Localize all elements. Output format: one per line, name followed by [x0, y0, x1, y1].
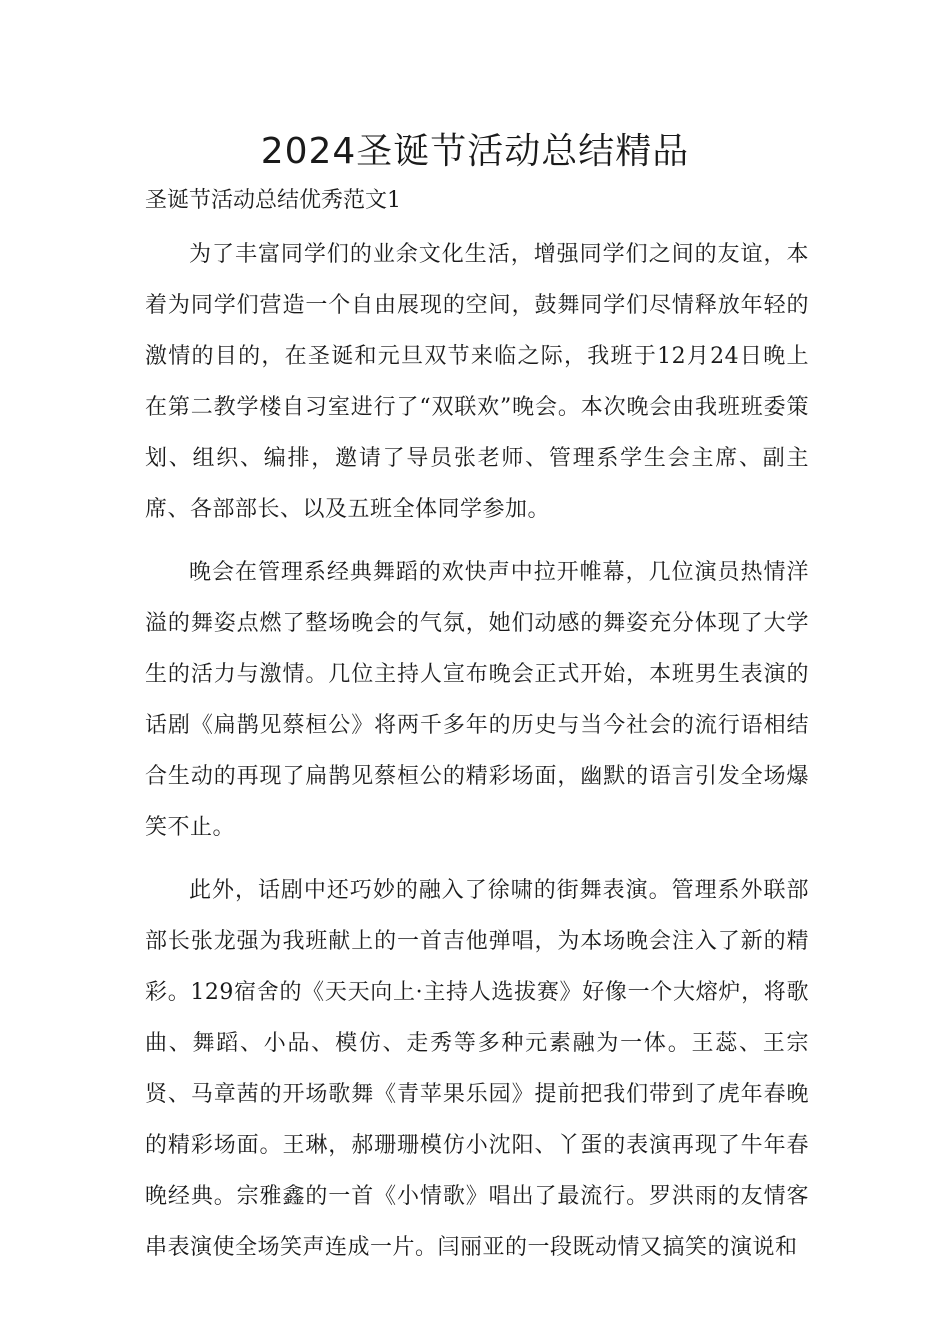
document-body — [145, 229, 809, 1285]
paragraph-2: 晚会在管理系经典舞蹈的欢快声中拉开帷幕，几位演员热情洋溢的舞姿点燃了整场晚会的气氛，她们动感的舞姿充分体现了大学生的活力与激情。几位主持人宣布晚会正式开始，本班男生表演的话剧《扁鹊见蔡桓公》将两千多年的历史与当今社会的流行语相结合生动的再现了扁鹊见蔡桓公的精彩场面，幽默的语言引发全场爆笑不止。 — [145, 560, 809, 840]
paragraph-3: 此外，话剧中还巧妙的融入了徐啸的街舞表演。管理系外联部部长张龙强为我班献上的一首吉他弹唱，为本场晚会注入了新的精彩。129宿舍的《天天向上·主持人选拔赛》好像一个大熔炉，将歌曲、舞蹈、小品、模仿、走秀等多种元素融为一体。王蕊、王宗贤、马章茜的开场歌舞《青苹果乐园》提前把我们带到了虎年春晚的精彩场面。王琳，郝珊珊模仿小沈阳、丫蛋的表演再现了牛年春晚经典。宗雅鑫的一首《小情歌》唱出了最流行。罗洪雨的友情客串表演使全场笑声连成一片。闫丽亚的一段既动情又搞笑的演说和 — [145, 878, 809, 1260]
document-title: 2024圣诞节活动总结精品 — [260, 131, 690, 172]
paragraph-1: 为了丰富同学们的业余文化生活，增强同学们之间的友谊，本着为同学们营造一个自由展现的空间，鼓舞同学们尽情释放年轻的激情的目的，在圣诞和元旦双节来临之际，我班于12月24日晚上在第二教学楼自习室进行了“双联欢”晚会。本次晚会由我班班委策划、组织、编排，邀请了导员张老师、管理系学生会主席、副主席、各部部长、以及五班全体同学参加。 — [145, 242, 809, 522]
document-subtitle: 圣诞节活动总结优秀范文1 — [145, 188, 401, 213]
